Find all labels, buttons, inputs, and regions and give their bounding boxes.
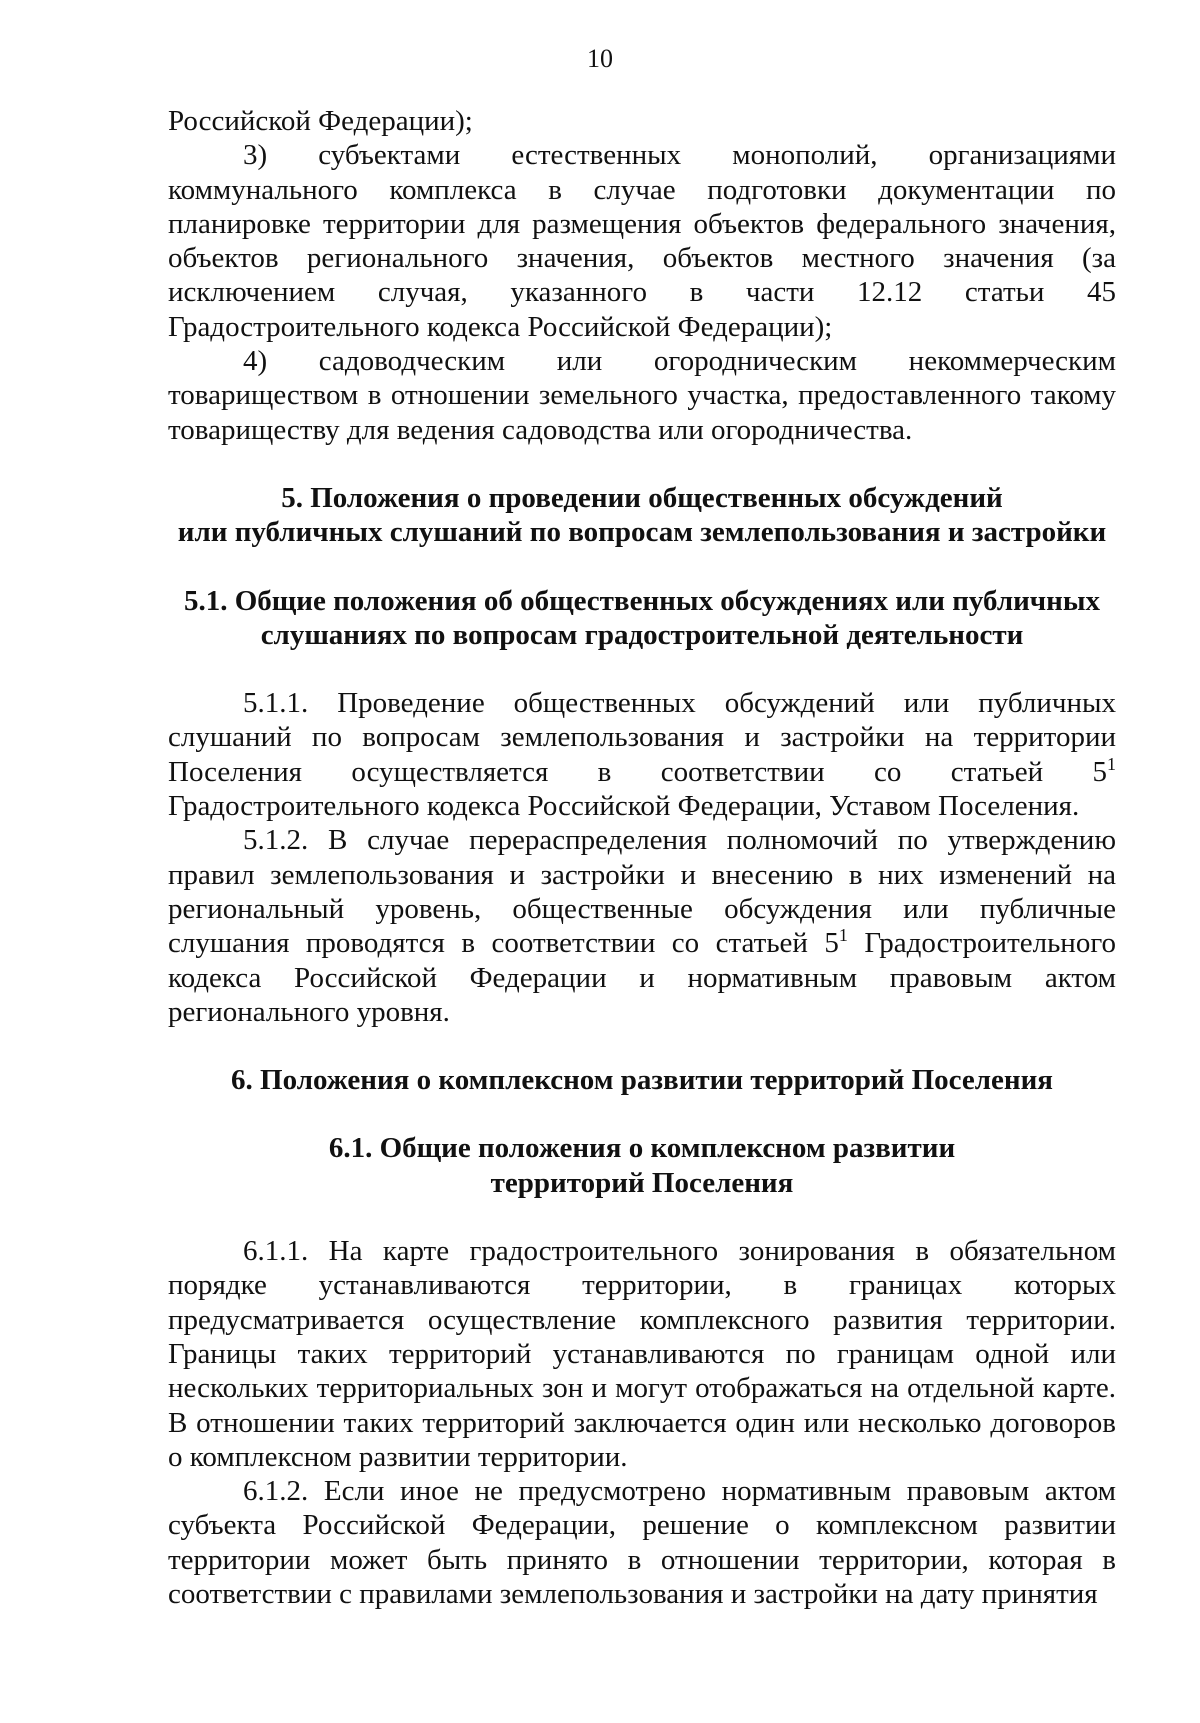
paragraph-text: 5.1.2. В случае перераспределения полномочий по утверждению правил землепользования и застройки и внесению в них изменений на региональный уровень, общественные обсуждения или публичные слушания проводятся в соответствии со статьей 5 bbox=[168, 824, 1116, 960]
heading-line: территорий Поселения bbox=[490, 1166, 794, 1199]
superscript: 1 bbox=[838, 925, 848, 946]
paragraph-5-1-2 bbox=[168, 823, 1116, 1029]
superscript: 1 bbox=[1107, 753, 1116, 774]
heading-line: слушаниях по вопросам градостроительной деятельности bbox=[260, 618, 1024, 651]
heading-line: 5.1. Общие положения об общественных обсуждениях или публичных bbox=[183, 584, 1101, 617]
paragraph-6-1-2: 6.1.2. Если иное не предусмотрено нормативным правовым актом субъекта Российской Федерации, решение о комплексном развитии территории может быть принято в отношении территории, которая в соответствии с правилами землепользования и застройки на дату принятия bbox=[168, 1475, 1116, 1610]
document-body bbox=[168, 104, 1116, 1611]
paragraph-item-3: 3) субъектами естественных монополий, организациями коммунального комплекса в случае подготовки документации по планировке территории для размещения объектов федерального значения, объектов регионального значения, объектов местного значения (за исключением случая, указанного в части 12.12 статьи 45 Градостроительного кодекса Российской Федерации); bbox=[168, 139, 1116, 343]
paragraph-continuation: Российской Федерации); bbox=[168, 105, 473, 137]
heading-line: или публичных слушаний по вопросам землепользования и застройки bbox=[177, 516, 1107, 549]
heading-line: 6. Положения о комплексном развитии территорий Поселения bbox=[231, 1064, 1053, 1097]
paragraph-text-tail: Градостроительного кодекса Российской Федерации и нормативным правовым актом регионального уровня. bbox=[168, 927, 1117, 1028]
paragraph-6-1-1: 6.1.1. На карте градостроительного зонирования в обязательном порядке устанавливаются территории, в границах которых предусматривается осуществление комплексного развития территории. Границы таких территорий устанавливаются по границам одной или нескольких территориальных зон и могут отображаться на отдельной карте. В отношении таких территорий заключается один или несколько договоров о комплексном развитии территории. bbox=[168, 1235, 1116, 1473]
heading-line: 5. Положения о проведении общественных обсуждений bbox=[281, 481, 1003, 514]
paragraph-5-1-1 bbox=[168, 686, 1116, 823]
section-5-1-heading bbox=[168, 584, 1116, 653]
paragraph-text-tail: Градостроительного кодекса Российской Федерации, Уставом Поселения. bbox=[168, 790, 1080, 823]
page-number: 10 bbox=[587, 44, 613, 73]
paragraph-text: 5.1.1. Проведение общественных обсуждений или публичных слушаний по вопросам землепользования и застройки на территории Поселения осуществляется в соответствии со статьей 5 bbox=[168, 687, 1116, 788]
section-6-heading bbox=[168, 1063, 1116, 1097]
section-6-1-heading bbox=[168, 1131, 1116, 1200]
section-5-heading bbox=[168, 481, 1116, 550]
heading-line: 6.1. Общие положения о комплексном развитии bbox=[328, 1132, 956, 1165]
paragraph-item-4: 4) садоводческим или огородническим некоммерческим товариществом в отношении земельного участка, предоставленного такому товариществу для ведения садоводства или огородничества. bbox=[168, 345, 1116, 446]
